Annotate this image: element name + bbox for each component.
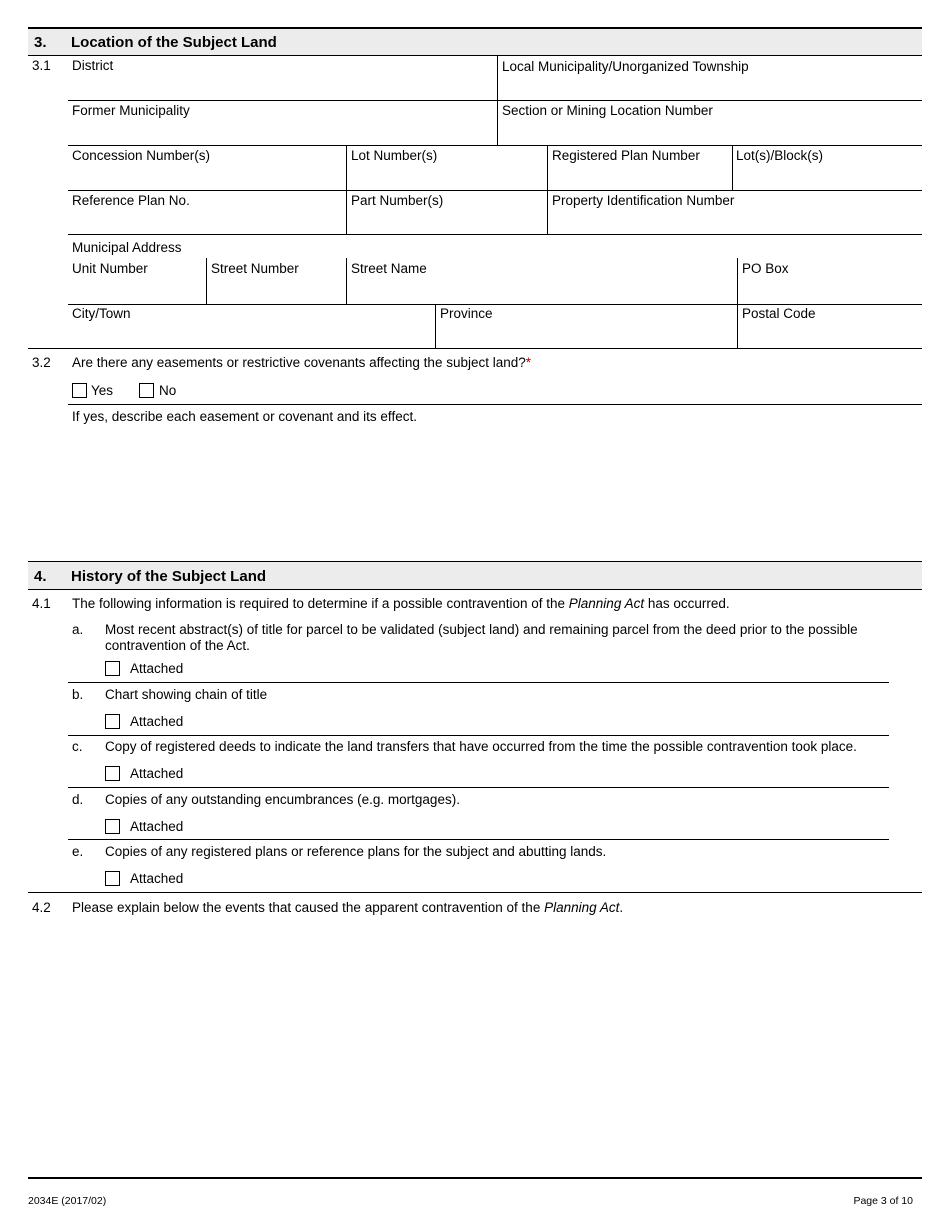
concession-label: Concession Number(s): [72, 148, 211, 163]
item-d-letter: d.: [72, 792, 84, 807]
lot-number-label: Lot Number(s): [351, 148, 438, 163]
street-name-label: Street Name: [351, 261, 427, 276]
item-e-letter: e.: [72, 844, 84, 859]
section-mining-label: Section or Mining Location Number: [502, 103, 713, 118]
postal-code-label: Postal Code: [742, 306, 816, 321]
section-4-title: History of the Subject Land: [71, 568, 267, 585]
item-b-letter: b.: [72, 687, 84, 702]
section-3-number: 3.: [34, 34, 47, 51]
item-a-letter: a.: [72, 622, 84, 637]
pin-input[interactable]: [552, 211, 921, 233]
concession-input[interactable]: [72, 167, 346, 189]
pin-label: Property Identification Number: [552, 193, 735, 208]
item-d-attached-label: Attached: [130, 819, 184, 834]
question-3-2-question: Are there any easements or restrictive covenants affecting the subject land?: [72, 355, 526, 370]
po-box-label: PO Box: [742, 261, 789, 276]
question-4-1-intro: The following information is required to determine if a possible contravention of the Planning Act has occurred.: [72, 596, 730, 611]
planning-act-title: Planning Act: [568, 596, 645, 611]
describe-easement-label: If yes, describe each easement or covenant and its effect.: [72, 409, 417, 424]
question-3-2-text: [72, 355, 531, 370]
item-c-letter: c.: [72, 739, 83, 754]
city-town-input[interactable]: [72, 325, 434, 347]
easement-description-textarea[interactable]: [72, 428, 921, 560]
item-d-text: Copies of any outstanding encumbrances (e.g. mortgages).: [105, 792, 460, 807]
no-label: No: [159, 383, 177, 398]
local-municipality-label: Local Municipality/Unorganized Township: [502, 59, 749, 74]
question-4-2-text: Please explain below the events that caused the apparent contravention of the Planning Act.: [72, 900, 624, 915]
street-number-label: Street Number: [211, 261, 299, 276]
reference-plan-input[interactable]: [72, 211, 346, 233]
former-municipality-input[interactable]: [72, 122, 496, 144]
lot-block-label: Lot(s)/Block(s): [736, 148, 824, 163]
item-b-attached-label: Attached: [130, 714, 184, 729]
reference-plan-label: Reference Plan No.: [72, 193, 190, 208]
form-id: 2034E (2017/02): [28, 1195, 107, 1207]
question-4-1-number: 4.1: [32, 596, 51, 611]
question-3-1-number: 3.1: [32, 58, 51, 73]
former-municipality-label: Former Municipality: [72, 103, 190, 118]
item-c-text: Copy of registered deeds to indicate the land transfers that have occurred from the time the possible contravention took place.: [105, 739, 857, 754]
item-e-text: Copies of any registered plans or reference plans for the subject and abutting lands.: [105, 844, 607, 859]
item-e-attached-checkbox[interactable]: [105, 871, 120, 886]
question-4-2-number: 4.2: [32, 900, 51, 915]
city-town-label: City/Town: [72, 306, 131, 321]
unit-number-input[interactable]: [72, 281, 206, 303]
page-number: Page 3 of 10: [853, 1195, 913, 1207]
province-input[interactable]: [440, 325, 736, 347]
question-3-2-number: 3.2: [32, 355, 51, 370]
item-a-text-line2: contravention of the Act.: [105, 638, 250, 653]
item-a-attached-checkbox[interactable]: [105, 661, 120, 676]
section-4-header: [28, 561, 922, 590]
postal-code-input[interactable]: [742, 325, 921, 347]
item-c-attached-checkbox[interactable]: [105, 766, 120, 781]
item-a-text-line1: Most recent abstract(s) of title for parcel to be validated (subject land) and remaining parcel from the deed prior to the possible: [105, 622, 858, 637]
unit-number-label: Unit Number: [72, 261, 148, 276]
planning-act-title-2: Planning Act: [544, 900, 620, 915]
no-checkbox[interactable]: [139, 383, 154, 398]
municipal-address-label: Municipal Address: [72, 240, 182, 255]
registered-plan-label: Registered Plan Number: [552, 148, 700, 163]
item-b-text: Chart showing chain of title: [105, 687, 268, 702]
item-d-attached-checkbox[interactable]: [105, 819, 120, 834]
section-4-number: 4.: [34, 568, 47, 585]
contravention-explanation-textarea[interactable]: [72, 922, 921, 1174]
lot-block-input[interactable]: [736, 167, 920, 189]
part-number-input[interactable]: [351, 211, 545, 233]
item-c-attached-label: Attached: [130, 766, 184, 781]
item-a-attached-label: Attached: [130, 661, 184, 676]
section-3-header: [28, 27, 922, 56]
yes-label: Yes: [91, 383, 114, 398]
street-name-input[interactable]: [351, 281, 735, 303]
street-number-input[interactable]: [211, 281, 345, 303]
district-input[interactable]: [72, 77, 496, 99]
district-label: District: [72, 58, 114, 73]
yes-checkbox[interactable]: [72, 383, 87, 398]
lot-number-input[interactable]: [351, 167, 545, 189]
local-municipality-input[interactable]: [502, 77, 921, 99]
part-number-label: Part Number(s): [351, 193, 444, 208]
province-label: Province: [440, 306, 493, 321]
section-mining-input[interactable]: [502, 122, 921, 144]
item-e-attached-label: Attached: [130, 871, 184, 886]
section-3-title: Location of the Subject Land: [71, 34, 277, 51]
po-box-input[interactable]: [742, 281, 921, 303]
item-b-attached-checkbox[interactable]: [105, 714, 120, 729]
registered-plan-input[interactable]: [552, 167, 731, 189]
footer-rule: [28, 1177, 922, 1179]
required-mark: *: [525, 355, 532, 370]
